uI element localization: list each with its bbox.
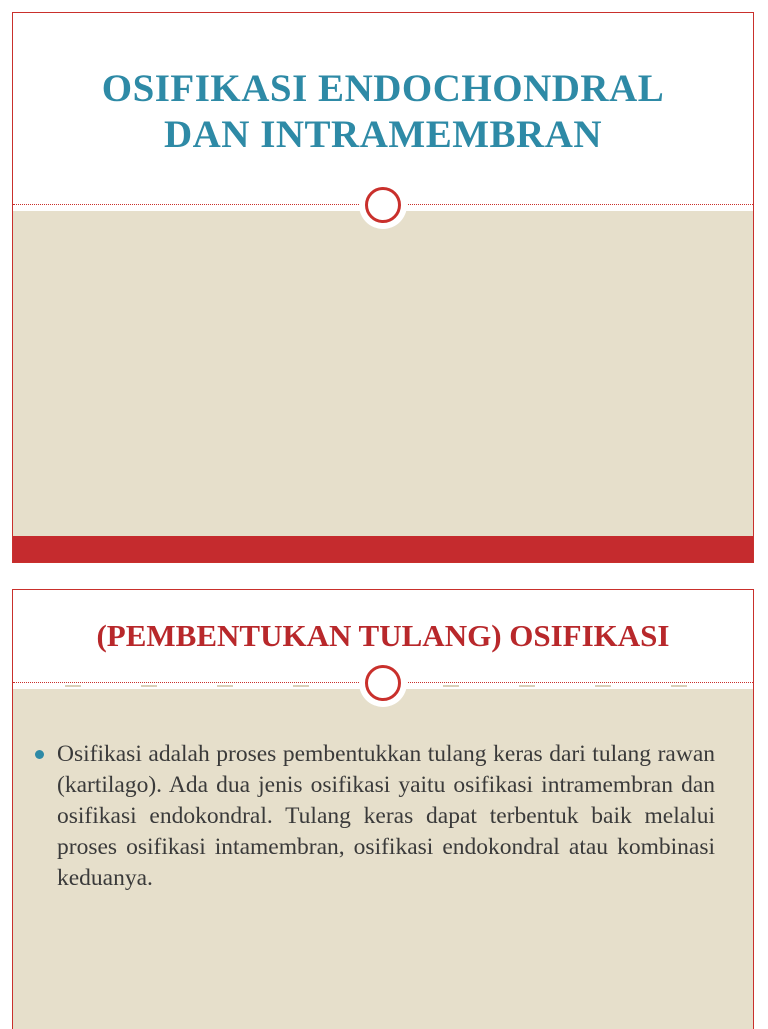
slide-title-heading <box>102 58 665 158</box>
dash-decoration <box>519 685 535 687</box>
title-line-1: OSIFIKASI ENDOCHONDRAL <box>101 67 665 110</box>
dash-decoration <box>293 685 309 687</box>
slide-title <box>12 12 754 563</box>
slide-content <box>12 589 754 1029</box>
content-area <box>13 689 753 1029</box>
dash-decoration <box>217 685 233 687</box>
title-line-2: DAN INTRAMEMBRAN <box>163 113 603 156</box>
bullet-dot-icon <box>35 750 44 759</box>
dash-decoration <box>443 685 459 687</box>
dash-decoration <box>671 685 687 687</box>
slide-heading: (PEMBENTUKAN TULANG) OSIFIKASI <box>96 618 670 653</box>
content-area <box>13 211 753 536</box>
bullet-list <box>35 739 715 894</box>
list-item <box>35 739 715 894</box>
dash-decoration <box>595 685 611 687</box>
ring-icon <box>359 659 407 707</box>
dash-decoration <box>65 685 81 687</box>
ring-icon <box>359 181 407 229</box>
dash-decoration <box>141 685 157 687</box>
footer-band <box>13 536 753 562</box>
slide-title-area <box>13 13 753 203</box>
bullet-text: Osifikasi adalah proses pembentukkan tulang keras dari tulang rawan (kartilago). Ada dua jenis osifikasi yaitu osifikasi intramembran dan osifikasi endokondral. Tulang keras dapat terbentuk baik melalui proses osifikasi intamembran, osifikasi endokondral atau kombinasi keduanya. <box>57 741 715 891</box>
